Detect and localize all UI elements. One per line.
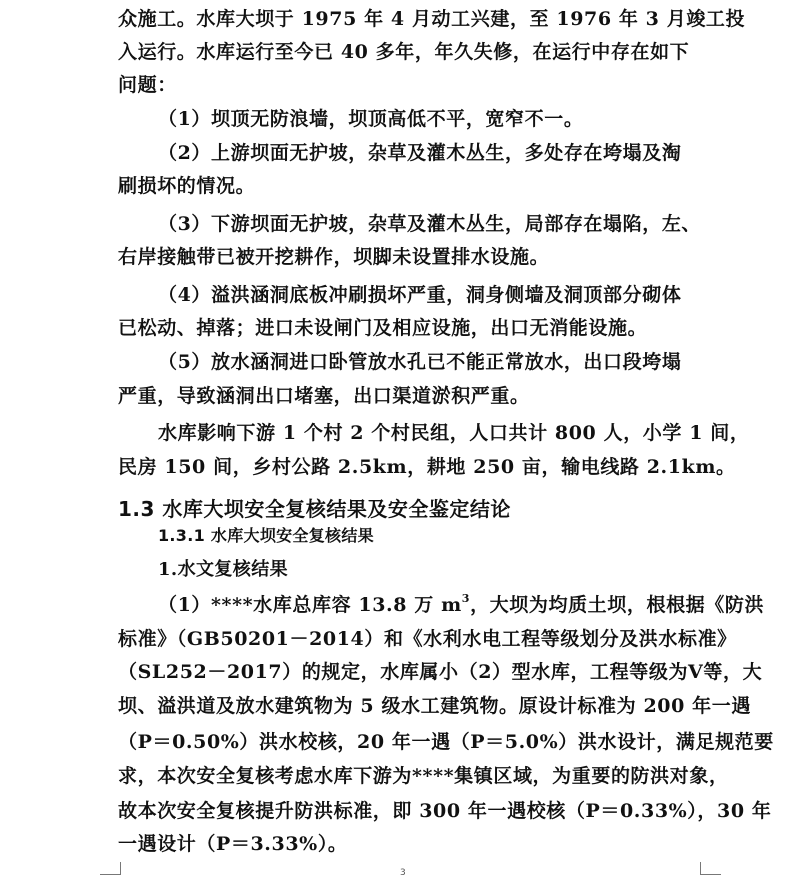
margin-corner-right: [700, 862, 721, 875]
issue-item-5-cont: 严重，导致涵洞出口堵塞，出口渠道淤积严重。: [118, 385, 530, 407]
subsection-heading: 1.3.1 水库大坝安全复核结果: [158, 526, 374, 545]
superscript: 3: [461, 591, 471, 605]
paragraph-line: （SL252－2017）的规定，水库属小（2）型水库，工程等级为Ⅴ等，大: [118, 661, 763, 683]
issue-item-4-cont: 已松动、掉落；进口未设闸门及相应设施，出口无消能设施。: [118, 317, 648, 339]
issue-item-3-cont: 右岸接触带已被开挖耕作，坝脚未设置排水设施。: [118, 246, 550, 268]
paragraph-line: 一遇设计（P＝3.33%）。: [118, 833, 348, 855]
issue-item-2: （2）上游坝面无护坡，杂草及灌木丛生，多处存在垮塌及淘: [158, 142, 682, 164]
capacity-line: [158, 591, 765, 617]
paragraph-line: 入运行。水库运行至今已 40 多年，年久失修，在运行中存在如下: [118, 41, 690, 63]
issue-item-1: （1）坝顶无防浪墙，坝顶高低不平，宽窄不一。: [158, 108, 584, 130]
paragraph-line: 众施工。水库大坝于 1975 年 4 月动工兴建，至 1976 年 3 月竣工投: [118, 8, 746, 30]
item-heading: 1.水文复核结果: [158, 559, 288, 580]
issue-item-3: （3）下游坝面无护坡，杂草及灌木丛生，局部存在塌陷，左、: [158, 213, 702, 235]
page-number: 3: [400, 868, 406, 877]
issue-item-4: （4）溢洪涵洞底板冲刷损坏严重，洞身侧墙及洞顶部分砌体: [158, 284, 682, 306]
margin-corner-left: [100, 862, 121, 875]
paragraph-line: 求，本次安全复核考虑水库下游为****集镇区域，为重要的防洪对象，: [118, 765, 729, 787]
section-heading: 1.3 水库大坝安全复核结果及安全鉴定结论: [118, 497, 511, 521]
paragraph-line: 问题：: [118, 74, 177, 96]
issue-item-2-cont: 刷损坏的情况。: [118, 175, 256, 197]
capacity-text-after: ，大坝为均质土坝，根根据《防洪: [470, 594, 765, 616]
issue-item-5: （5）放水涵洞进口卧管放水孔已不能正常放水，出口段垮塌: [158, 351, 682, 373]
paragraph-line: 标准》（GB50201－2014）和《水利水电工程等级划分及洪水标准》: [118, 628, 737, 650]
impact-paragraph: 水库影响下游 1 个村 2 个村民组，人口共计 800 人，小学 1 间，: [158, 422, 750, 444]
paragraph-line: 坝、溢洪道及放水建筑物为 5 级水工建筑物。原设计标准为 200 年一遇: [118, 695, 751, 717]
impact-paragraph-cont: 民房 150 间，乡村公路 2.5km，耕地 250 亩，输电线路 2.1km。: [118, 456, 736, 478]
paragraph-line: 故本次安全复核提升防洪标准，即 300 年一遇校核（P＝0.33%），30 年: [118, 800, 772, 822]
capacity-text: （1）****水库总库容 13.8 万 m: [158, 594, 462, 616]
paragraph-line: （P＝0.50%）洪水校核，20 年一遇（P＝5.0%）洪水设计，满足规范要: [118, 731, 774, 753]
